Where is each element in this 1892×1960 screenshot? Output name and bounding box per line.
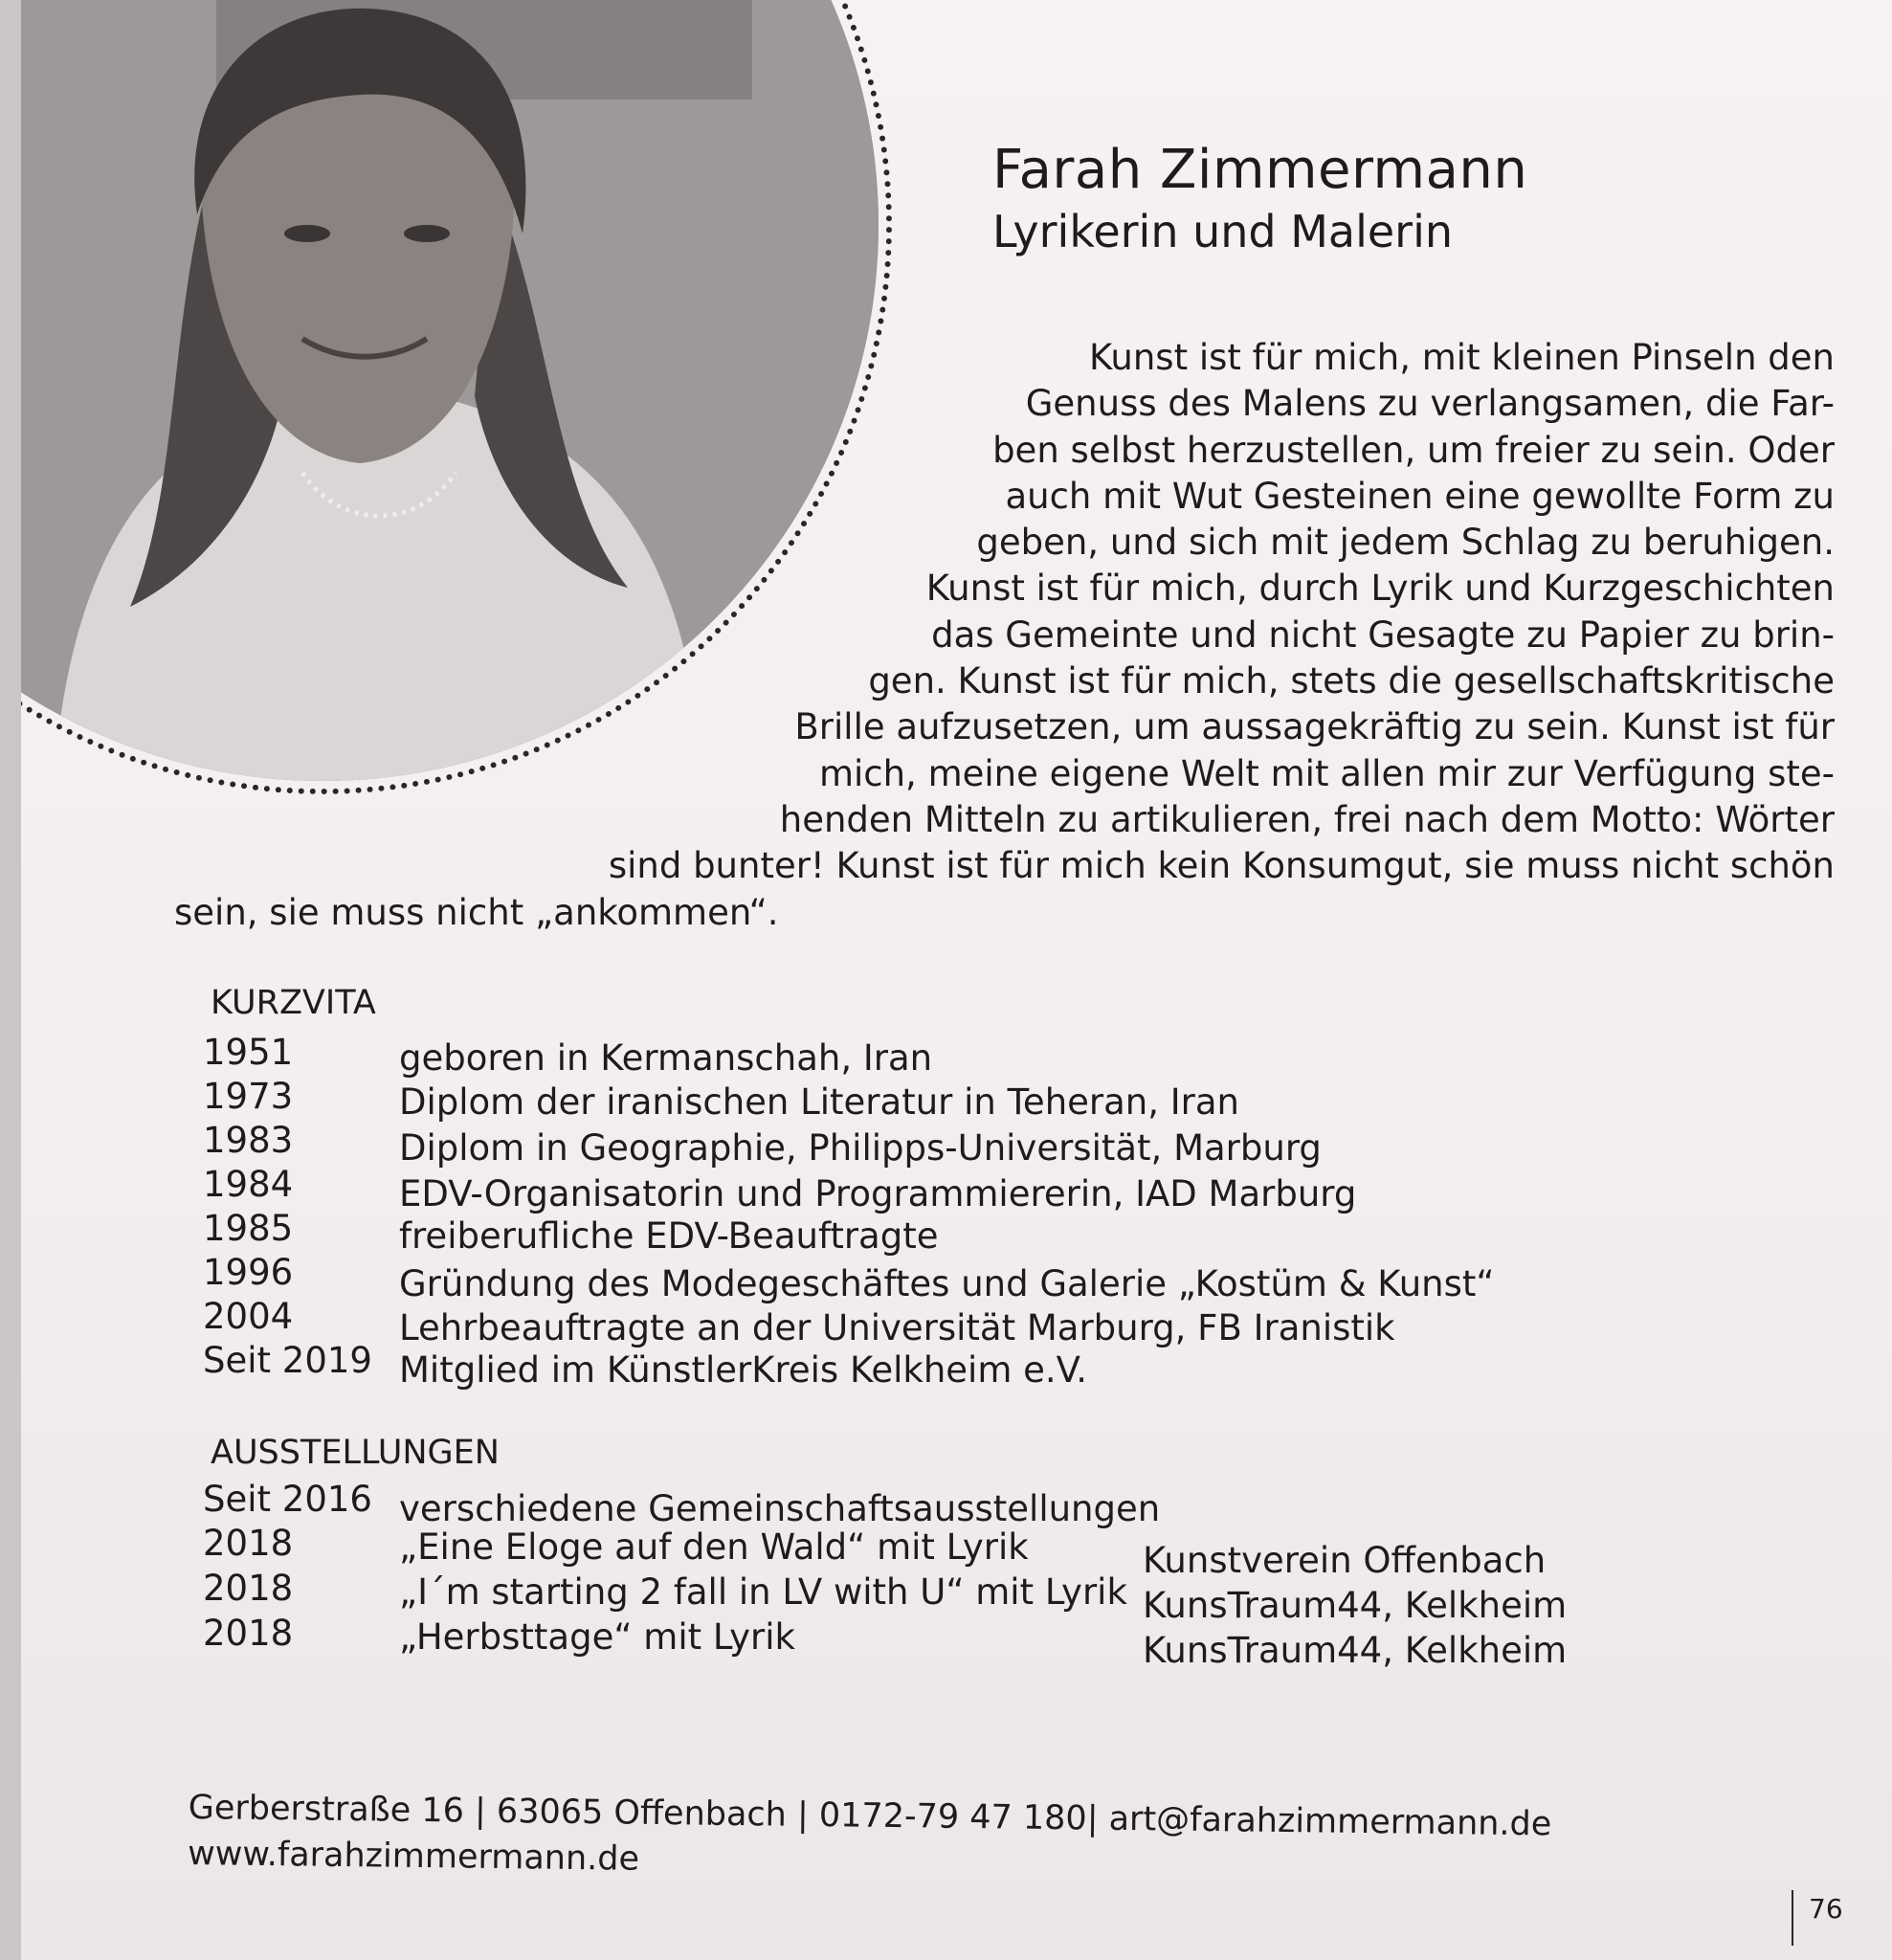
ausstellung-year: 2018 bbox=[203, 1613, 294, 1654]
kurzvita-year: 1984 bbox=[203, 1164, 294, 1205]
bio-line: gen. Kunst ist für mich, stets die gesellschaftskritische bbox=[868, 660, 1835, 702]
page-number: 76 bbox=[1809, 1893, 1843, 1925]
kurzvita-heading: KURZVITA bbox=[211, 984, 376, 1022]
kurzvita-text: Diplom in Geographie, Philipps-Universität, Marburg bbox=[399, 1127, 1322, 1169]
ausstellung-year: 2018 bbox=[203, 1568, 294, 1609]
bio-line: henden Mitteln zu artikulieren, frei nach dem Motto: Wörter bbox=[779, 798, 1835, 840]
kurzvita-year: 1973 bbox=[203, 1076, 294, 1117]
contact-block bbox=[188, 1785, 1552, 1893]
bio-line: sein, sie muss nicht „ankommen“. bbox=[174, 891, 779, 933]
bio-paragraph bbox=[174, 335, 1835, 936]
bio-line: sind bunter! Kunst ist für mich kein Konsumgut, sie muss nicht schön bbox=[608, 845, 1835, 887]
ausstellung-location: Kunstverein Offenbach bbox=[1143, 1540, 1547, 1581]
bio-line: Kunst ist für mich, durch Lyrik und Kurzgeschichten bbox=[925, 568, 1835, 610]
kurzvita-year: Seit 2019 bbox=[203, 1340, 372, 1381]
bio-line: Brille aufzusetzen, um aussagekräftig zu sein. Kunst ist für bbox=[794, 706, 1835, 748]
kurzvita-text: Mitglied im KünstlerKreis Kelkheim e.V. bbox=[399, 1349, 1087, 1391]
kurzvita-year: 2004 bbox=[203, 1296, 294, 1337]
bio-line: Kunst ist für mich, mit kleinen Pinseln den bbox=[1088, 337, 1835, 378]
document-page bbox=[21, 0, 1892, 1960]
bio-line: auch mit Wut Gesteinen eine gewollte Form zu bbox=[1005, 475, 1835, 517]
kurzvita-text: EDV-Organisatorin und Programmiererin, IAD Marburg bbox=[399, 1173, 1357, 1214]
kurzvita-text: Lehrbeauftragte an der Universität Marburg, FB Iranistik bbox=[399, 1307, 1395, 1348]
kurzvita-year: 1985 bbox=[203, 1208, 294, 1249]
ausstellung-title: verschiedene Gemeinschaftsausstellungen bbox=[399, 1488, 1161, 1529]
artist-name: Farah Zimmermann bbox=[992, 139, 1528, 201]
bio-line: das Gemeinte und nicht Gesagte zu Papier zu brin- bbox=[931, 613, 1835, 656]
bio-line: ben selbst herzustellen, um freier zu sein. Oder bbox=[992, 429, 1835, 471]
ausstellung-title: „Herbsttage“ mit Lyrik bbox=[399, 1616, 795, 1658]
kurzvita-year: 1996 bbox=[203, 1252, 294, 1293]
ausstellung-location: KunsTraum44, Kelkheim bbox=[1143, 1630, 1568, 1671]
ausstellung-year: 2018 bbox=[203, 1523, 294, 1564]
kurzvita-text: freiberufliche EDV-Beauftragte bbox=[399, 1215, 939, 1257]
kurzvita-text: Gründung des Modegeschäftes und Galerie „Kostüm & Kunst“ bbox=[399, 1263, 1495, 1304]
bio-line: geben, und sich mit jedem Schlag zu beruhigen. bbox=[976, 522, 1835, 564]
ausstellung-year: Seit 2016 bbox=[203, 1479, 372, 1520]
kurzvita-text: Diplom der iranischen Literatur in Teheran, Iran bbox=[399, 1081, 1240, 1123]
kurzvita-year: 1951 bbox=[203, 1032, 294, 1073]
bio-line: Genuss des Malens zu verlangsamen, die Far- bbox=[1025, 383, 1835, 425]
page-number-divider bbox=[1792, 1890, 1793, 1946]
ausstellung-title: „I´m starting 2 fall in LV with U“ mit Lyrik bbox=[399, 1571, 1127, 1613]
ausstellung-title: „Eine Eloge auf den Wald“ mit Lyrik bbox=[399, 1526, 1029, 1568]
kurzvita-year: 1983 bbox=[203, 1120, 294, 1161]
kurzvita-text: geboren in Kermanschah, Iran bbox=[399, 1037, 933, 1079]
ausstellung-location: KunsTraum44, Kelkheim bbox=[1143, 1585, 1568, 1626]
artist-profession: Lyrikerin und Malerin bbox=[992, 206, 1454, 257]
bio-line: mich, meine eigene Welt mit allen mir zur Verfügung ste- bbox=[818, 752, 1835, 794]
ausstellungen-heading: AUSSTELLUNGEN bbox=[211, 1434, 500, 1472]
contact-address-line: Gerberstraße 16 | 63065 Offenbach | 0172-79 47 180| art@farahzimmermann.de bbox=[188, 1788, 1552, 1844]
website-link[interactable]: www.farahzimmermann.de bbox=[187, 1834, 640, 1879]
